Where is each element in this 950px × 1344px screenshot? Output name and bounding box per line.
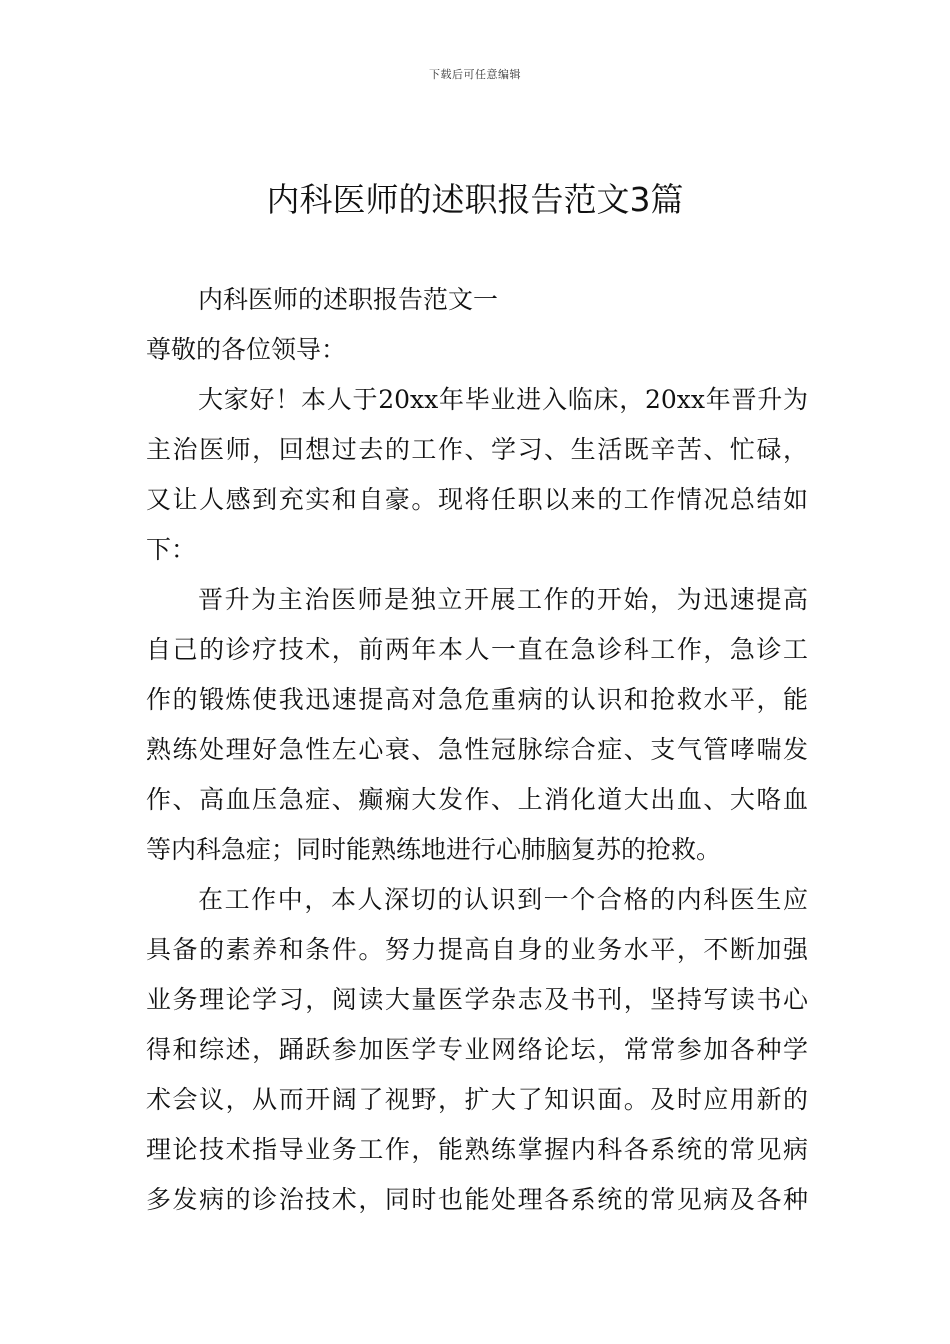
header-note: 下载后可任意编辑 [429, 68, 521, 81]
paragraph-line: 晋升为主治医师是独立开展工作的开始，为迅速提高 [198, 585, 808, 614]
paragraph-line: 大家好！本人于20xx年毕业进入临床，20xx年晋升为 [198, 385, 808, 414]
paragraph-line: 多发病的诊治技术，同时也能处理各系统的常见病及各种 [146, 1185, 808, 1214]
paragraph-line: 术会议，从而开阔了视野，扩大了知识面。及时应用新的 [146, 1085, 808, 1114]
paragraph-line: 具备的素养和条件。努力提高自身的业务水平，不断加强 [146, 935, 808, 964]
paragraph-line: 熟练处理好急性左心衰、急性冠脉综合症、支气管哮喘发 [146, 735, 808, 764]
salutation: 尊敬的各位领导： [146, 335, 347, 364]
paragraph-line: 又让人感到充实和自豪。现将任职以来的工作情况总结如 [146, 485, 808, 514]
paragraph-line: 理论技术指导业务工作，能熟练掌握内科各系统的常见病 [146, 1135, 808, 1164]
document-title: 内科医师的述职报告范文3篇 [266, 180, 684, 219]
document-body [146, 282, 808, 1232]
paragraph-line: 作、高血压急症、癫痫大发作、上消化道大出血、大咯血 [146, 785, 808, 814]
section-heading: 内科医师的述职报告范文一 [198, 285, 499, 314]
paragraph-line: 等内科急症；同时能熟练地进行心肺脑复苏的抢救。 [146, 835, 722, 864]
paragraph-line: 在工作中，本人深切的认识到一个合格的内科医生应 [198, 885, 808, 914]
paragraph-line: 业务理论学习，阅读大量医学杂志及书刊，坚持写读书心 [146, 985, 808, 1014]
paragraph-line: 自己的诊疗技术，前两年本人一直在急诊科工作，急诊工 [146, 635, 808, 664]
paragraph-line: 主治医师，回想过去的工作、学习、生活既辛苦、忙碌， [146, 435, 808, 464]
paragraph-line: 作的锻炼使我迅速提高对急危重病的认识和抢救水平，能 [146, 685, 808, 714]
paragraph-line: 下： [146, 535, 197, 564]
paragraph-line: 得和综述，踊跃参加医学专业网络论坛，常常参加各种学 [146, 1035, 808, 1064]
